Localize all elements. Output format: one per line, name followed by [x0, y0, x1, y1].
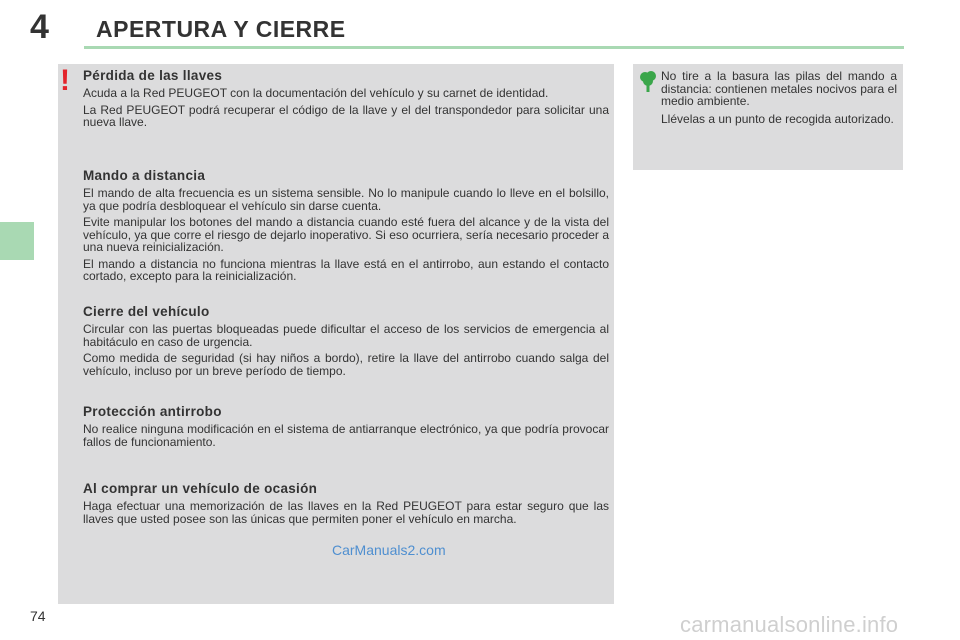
- warning-content: [83, 68, 609, 526]
- section-paragraph: No realice ninguna modificación en el sistema de antiarranque electrónico, ya que podría provocar fallos de funcionamiento.: [83, 422, 609, 449]
- section-paragraph: El mando a distancia no funciona mientras la llave está en el antirrobo, aun estando el contacto cortado, excepto para la reinicialización.: [83, 256, 609, 283]
- section-paragraph: Como medida de seguridad (si hay niños a bordo), retire la llave del antirrobo cuando salga del vehículo, incluso por un breve período de tiempo.: [83, 351, 609, 378]
- footer-watermark[interactable]: carmanualsonline.info: [680, 612, 899, 637]
- eco-paragraph: Llévelas a un punto de recogida autorizado.: [661, 111, 894, 126]
- section-antitheft: [83, 404, 609, 452]
- section-heading: Al comprar un vehículo de ocasión: [83, 481, 318, 496]
- chapter-side-tab: [0, 222, 34, 260]
- section-paragraph: Haga efectuar una memorización de las llaves en la Red PEUGEOT para estar seguro que las llaves que usted posee son las únicas que permiten poner el vehículo en marcha.: [83, 499, 609, 526]
- section-paragraph: El mando de alta frecuencia es un sistema sensible. No lo manipule cuando lo lleve en el bolsillo, ya que podría desbloquear el vehículo sin darse cuenta.: [83, 186, 609, 213]
- page-number: 74: [30, 608, 46, 624]
- eco-content: [661, 70, 897, 130]
- section-remote-control: [83, 168, 609, 287]
- section-heading: Mando a distancia: [83, 168, 206, 183]
- section-heading: Protección antirrobo: [83, 404, 222, 419]
- section-paragraph: Circular con las puertas bloqueadas puede dificultar el acceso de los servicios de emergencia al habitáculo en caso de urgencia.: [83, 322, 609, 349]
- exclamation-icon: !: [60, 64, 70, 97]
- section-used-vehicle: [83, 481, 609, 529]
- chapter-number: 4: [30, 8, 49, 46]
- page-title: APERTURA Y CIERRE: [96, 16, 346, 42]
- watermark-link[interactable]: CarManuals2.com: [332, 542, 446, 558]
- section-paragraph: Acuda a la Red PEUGEOT con la documentación del vehículo y su carnet de identidad.: [83, 86, 549, 100]
- section-paragraph: Evite manipular los botones del mando a distancia cuando esté fuera del alcance y de la vista del vehículo, ya que corre el riesgo de dejarlo inoperativo. Si eso ocurriera, sería necesario proceder a una nueva reinicialización.: [83, 215, 609, 254]
- tree-icon: [639, 70, 657, 92]
- section-vehicle-locking: [83, 304, 609, 381]
- section-heading: Pérdida de las llaves: [83, 68, 223, 83]
- eco-paragraph: No tire a la basura las pilas del mando a distancia: contienen metales nocivos para el medio ambiente.: [661, 69, 897, 108]
- section-lost-keys: [83, 68, 609, 129]
- section-paragraph: La Red PEUGEOT podrá recuperar el código de la llave y el del transpondedor para solicitar una nueva llave.: [83, 102, 609, 129]
- header-rule: [84, 46, 904, 49]
- section-heading: Cierre del vehículo: [83, 304, 210, 319]
